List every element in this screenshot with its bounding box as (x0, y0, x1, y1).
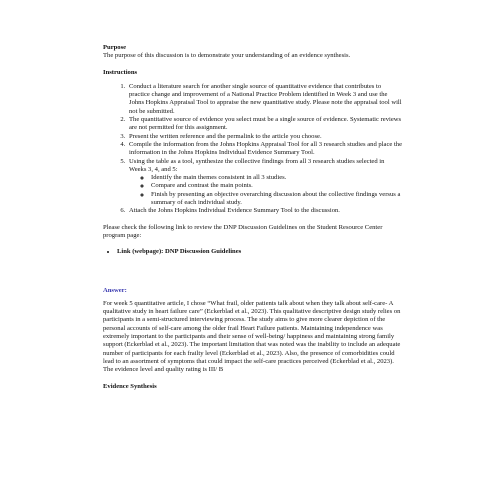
instruction-item: 4. Compile the information from the Johns Hopkins Appraisal Tool for all 3 research studies and place the information in the Johns Hopkins Individual Evidence Summary Tool. (127, 141, 403, 158)
purpose-text: The purpose of this discussion is to demonstrate your understanding of an evidence synthesis. (103, 52, 351, 60)
document-page (103, 44, 403, 391)
instruction-subitem: ◦ Compare and contrast the main points. (151, 182, 403, 190)
instruction-subitem: ◦ Finish by presenting an objective overarching discussion about the collective findings versus a summary of each individual study. (151, 191, 403, 208)
instruction-item-text: Using the table as a tool, synthesize the collective findings from all 3 research studies selected in Weeks 3, 4, and 5: (129, 157, 385, 173)
instruction-subitems (129, 174, 403, 207)
instructions-heading: Instructions (103, 68, 138, 76)
answer-label: Answer: (103, 286, 127, 294)
links-list (103, 248, 403, 256)
instructions-list (103, 83, 403, 216)
guidelines-link[interactable]: • Link (webpage): DNP Discussion Guidelines (117, 248, 403, 256)
instruction-item (127, 158, 403, 208)
instruction-item: 1. Conduct a literature search for another single source of quantitative evidence that contributes to practice change and improvement of a National Practice Problem identified in Week 3 and use the Johns Hopkins Appraisal Tool to appraise the new quantitative study. Please note the appraisal tool will not be submitted. (127, 83, 403, 116)
purpose-heading: Purpose (103, 44, 127, 51)
instruction-item: 6. Attach the Johns Hopkins Individual Evidence Summary Tool to the discussion. (127, 207, 403, 215)
evidence-synthesis-heading: Evidence Synthesis (103, 382, 157, 390)
guidelines-text: Please check the following link to review the DNP Discussion Guidelines on the Student Resource Center program page: (103, 223, 383, 239)
instruction-item: 3. Present the written reference and the permalink to the article you choose. (127, 133, 403, 141)
instruction-item: 2. The quantitative source of evidence you select must be a single source of evidence. Systematic reviews are not permitted for this assignment. (127, 116, 403, 133)
answer-text: For week 5 quantitative article, I chose “What frail, older patients talk about when they talk about self-care- A qualitative study in heart failure care” (Eckerblad et al., 2023). This qualitative descriptive design study relies on participants in a semi-structured interviewing process. The study aims to give more clearer depiction of the personal accounts of self-care among the older frail Heart Failure patients. Maintaining independence was extremely important to the participants and their sense of well-being/ happiness and maintaining strong family support (Eckerblad et al., 2023). The important limitation that was noted was the inability to include an adequate number of participants for each frailty level (Eckerblad et al., 2023). Also, the presence of comorbidities could lead to an assortment of symptoms that could impact the self-care practices perceived (Eckerblad et al., 2023). The evidence level and quality rating is III/ B (103, 299, 401, 374)
instruction-subitem: ◦ Identify the main themes consistent in all 3 studies. (151, 174, 403, 182)
